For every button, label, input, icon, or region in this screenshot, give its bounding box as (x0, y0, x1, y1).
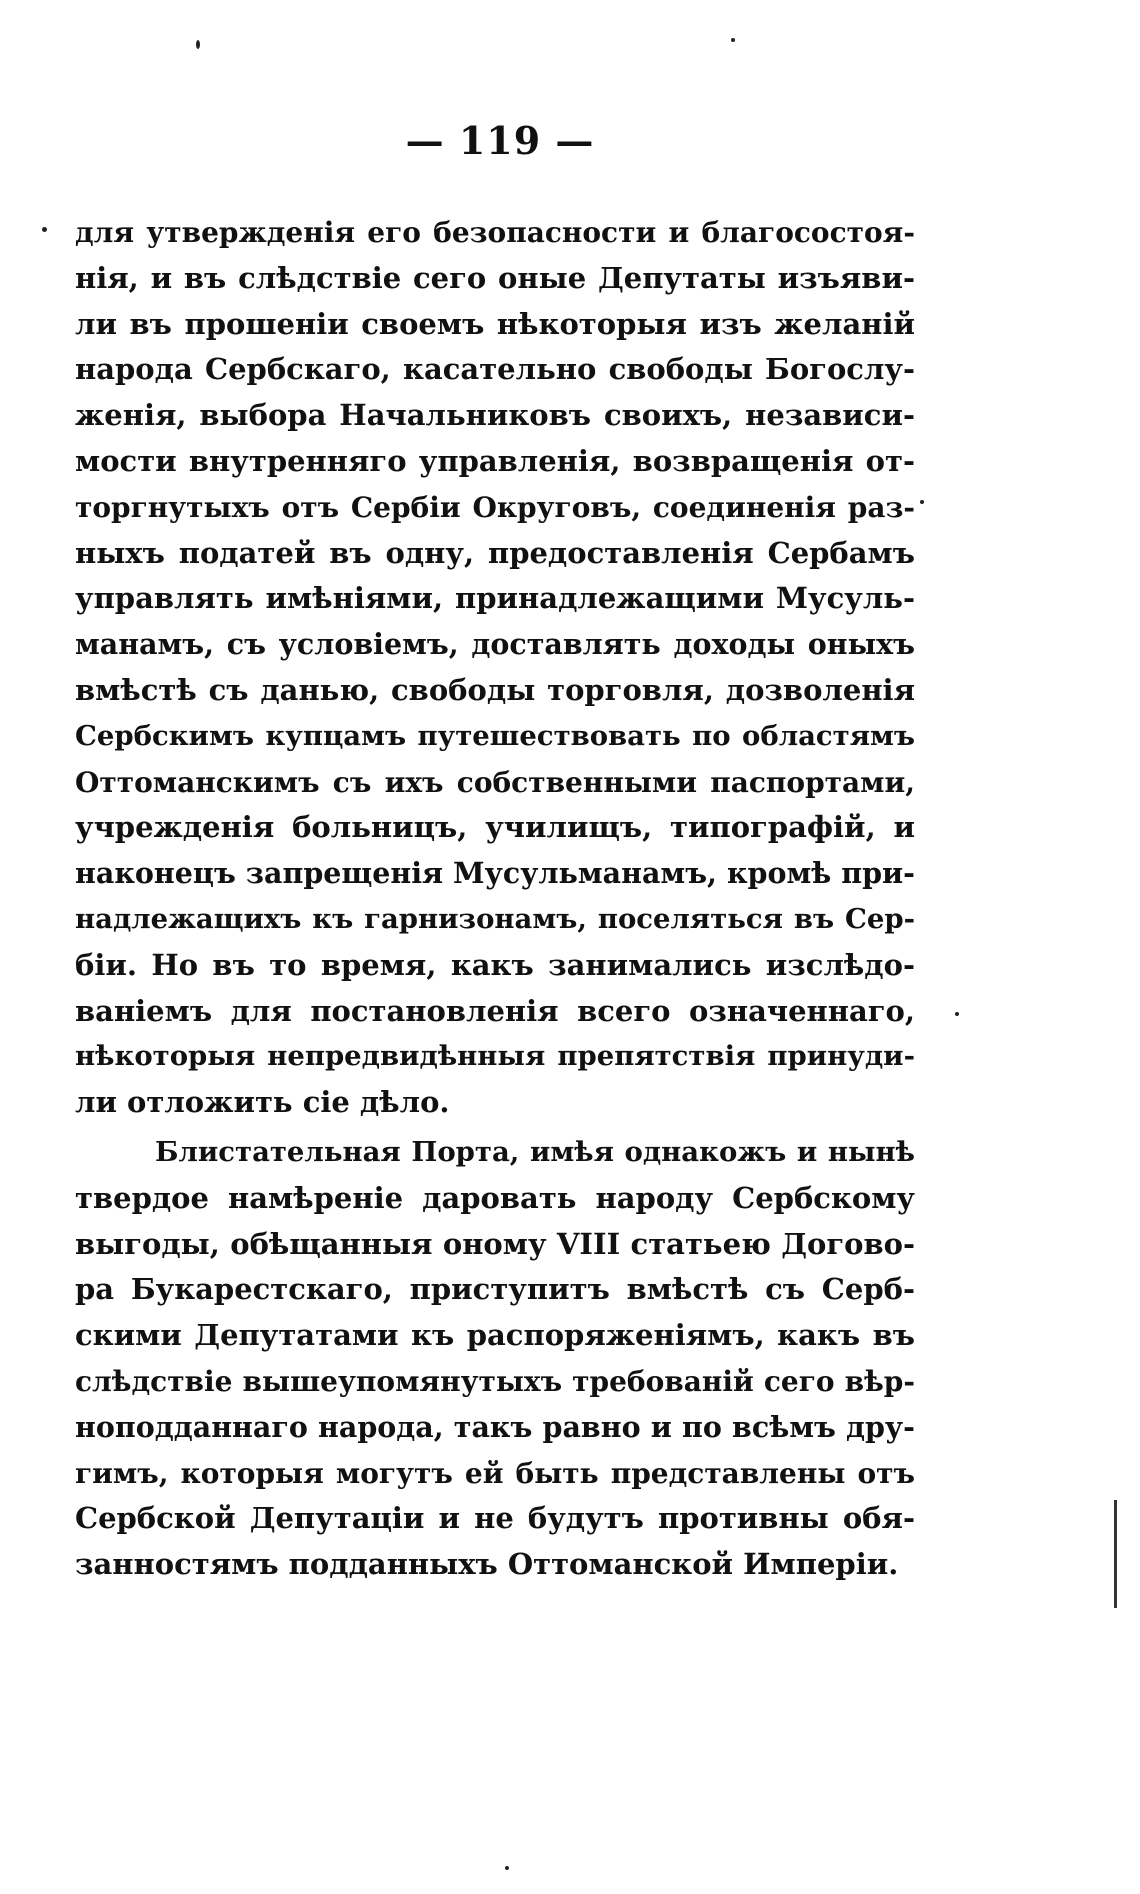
text-line: манамъ, съ условіемъ, доставлять доходы оныхъ (75, 627, 915, 662)
paragraph-2 (75, 1130, 915, 1588)
page-number: — 119 — (405, 118, 595, 163)
scan-speck (731, 38, 735, 42)
text-line: твердое намѣреніе даровать народу Сербскому (75, 1180, 915, 1215)
text-line: Блистательная Порта, имѣя однакожъ и нынѣ (155, 1135, 915, 1168)
text-line: біи. Но въ то время, какъ занимались изслѣдо- (75, 947, 915, 982)
scan-speck (196, 40, 200, 49)
text-line: мости внутренняго управленія, возвращенія от- (75, 443, 915, 478)
text-line: ли въ прошеніи своемъ нѣкоторыя изъ желаній (75, 306, 915, 341)
text-line: женія, выбора Начальниковъ своихъ, независи- (75, 398, 915, 433)
body-text (75, 210, 915, 1588)
text-line: ли отложить сіе дѣло. (75, 1085, 450, 1120)
text-line: управлять имѣніями, принадлежащими Мусуль- (75, 581, 915, 616)
paragraph-1 (75, 210, 915, 1126)
scan-speck (920, 500, 924, 504)
text-line: ныхъ податей въ одну, предоставленія Сербамъ (75, 535, 915, 570)
text-line: ра Букарестскаго, приступитъ вмѣстѣ съ Серб- (75, 1272, 915, 1307)
text-line: народа Сербскаго, касательно свободы Богослу- (75, 352, 915, 387)
text-line: нѣкоторыя непредвидѣнныя препятствія принуди- (75, 1040, 915, 1073)
scan-speck (955, 1012, 959, 1016)
scan-speck (42, 227, 47, 232)
text-line: выгоды, обѣщанныя оному VIII статьею Догово- (75, 1226, 915, 1261)
text-line: учрежденія больницъ, училищъ, типографій, и (75, 810, 915, 845)
text-line: Сербской Депутаціи и не будутъ противны обя- (75, 1501, 915, 1536)
text-line: Оттоманскимъ съ ихъ собственными паспортами, (75, 765, 915, 799)
text-line: для утвержденія его безопасности и благосостоя- (75, 216, 915, 249)
text-line: надлежащихъ къ гарнизонамъ, поселяться въ Сер- (75, 902, 915, 935)
text-line: Сербскимъ купцамъ путешествовать по областямъ (75, 719, 915, 752)
text-line: занностямъ подданныхъ Оттоманской Имперіи. (75, 1547, 899, 1582)
page-edge-mark (1114, 1500, 1117, 1608)
text-line: наконецъ запрещенія Мусульманамъ, кромѣ при- (75, 856, 915, 891)
text-line: торгнутыхъ отъ Сербіи Округовъ, соединенія раз- (75, 490, 915, 524)
text-line: нія, и въ слѣдствіе сего оные Депутаты изъяви- (75, 260, 915, 295)
text-line: вмѣстѣ съ данью, свободы торговля, дозволенія (75, 672, 915, 707)
text-line: слѣдствіе вышеупомянутыхъ требованій сего вѣр- (75, 1364, 915, 1398)
text-line: ваніемъ для постановленія всего означеннаго, (75, 993, 915, 1028)
scan-speck (505, 1866, 509, 1870)
text-line: гимъ, которыя могутъ ей быть представлены отъ (75, 1456, 915, 1490)
text-line: скими Депутатами къ распоряженіямъ, какъ въ (75, 1318, 915, 1353)
text-line: ноподданнаго народа, такъ равно и по всѣмъ дру- (75, 1409, 915, 1444)
